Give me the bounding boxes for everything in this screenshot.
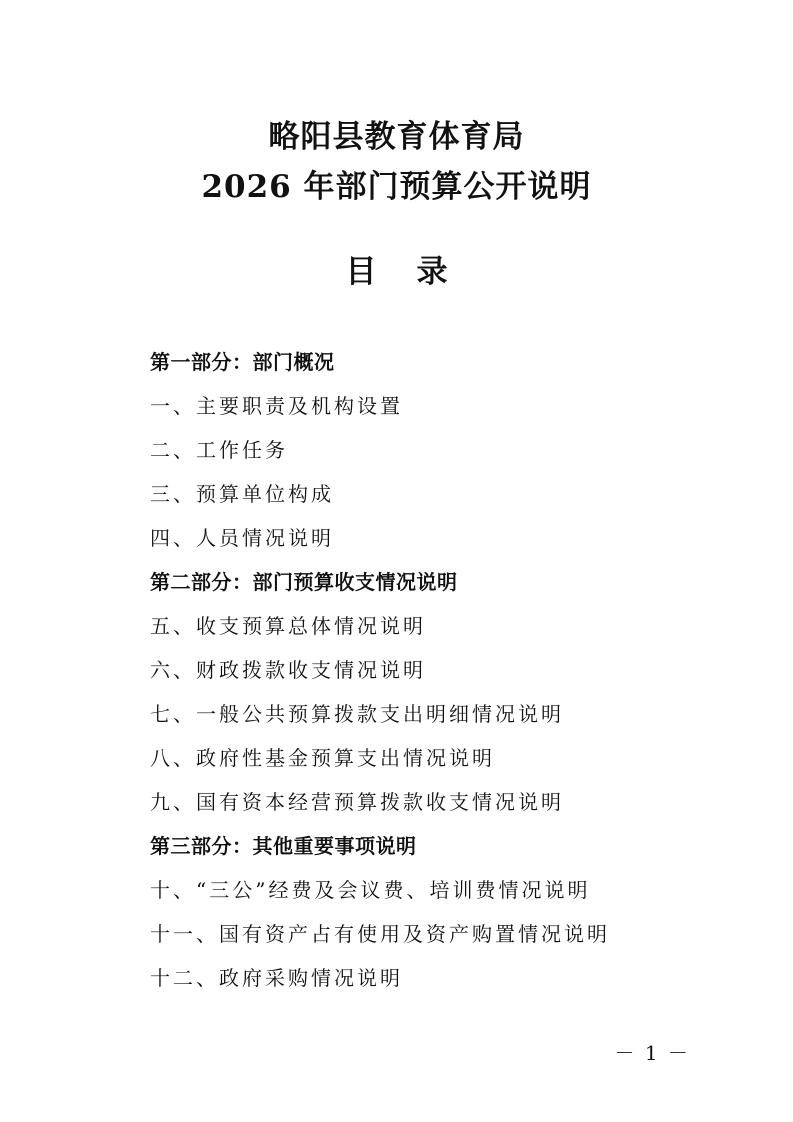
- toc-item-1: 一、主要职责及机构设置: [150, 394, 403, 418]
- toc-item-3: 三、预算单位构成: [150, 482, 334, 506]
- toc-item-12: 十二、政府采购情况说明: [150, 966, 403, 990]
- table-of-contents: [150, 340, 710, 1000]
- toc-item-11: 十一、国有资产占有使用及资产购置情况说明: [150, 922, 610, 946]
- toc-heading-char-2: 录: [416, 254, 448, 290]
- toc-heading-char-1: 目: [345, 254, 377, 290]
- document-title: [0, 112, 793, 212]
- toc-part-2: 第二部分：部门预算收支情况说明: [150, 570, 458, 594]
- toc-item-8: 八、政府性基金预算支出情况说明: [150, 746, 495, 770]
- title-line-subject: 2026 年部门预算公开说明: [201, 169, 592, 205]
- toc-item-9: 九、国有资本经营预算拨款收支情况说明: [150, 790, 564, 814]
- toc-heading: [0, 250, 793, 294]
- toc-item-2: 二、工作任务: [150, 438, 288, 462]
- toc-item-10: 十、“三公”经费及会议费、培训费情况说明: [150, 878, 591, 902]
- toc-part-3: 第三部分：其他重要事项说明: [150, 834, 417, 858]
- page-number: － 1 －: [614, 1041, 690, 1065]
- toc-item-5: 五、收支预算总体情况说明: [150, 614, 426, 638]
- toc-part-1: 第一部分：部门概况: [150, 350, 335, 374]
- toc-item-7: 七、一般公共预算拨款支出明细情况说明: [150, 702, 564, 726]
- toc-item-6: 六、财政拨款收支情况说明: [150, 658, 426, 682]
- title-line-organization: 略阳县教育体育局: [268, 119, 525, 155]
- toc-item-4: 四、人员情况说明: [150, 526, 334, 550]
